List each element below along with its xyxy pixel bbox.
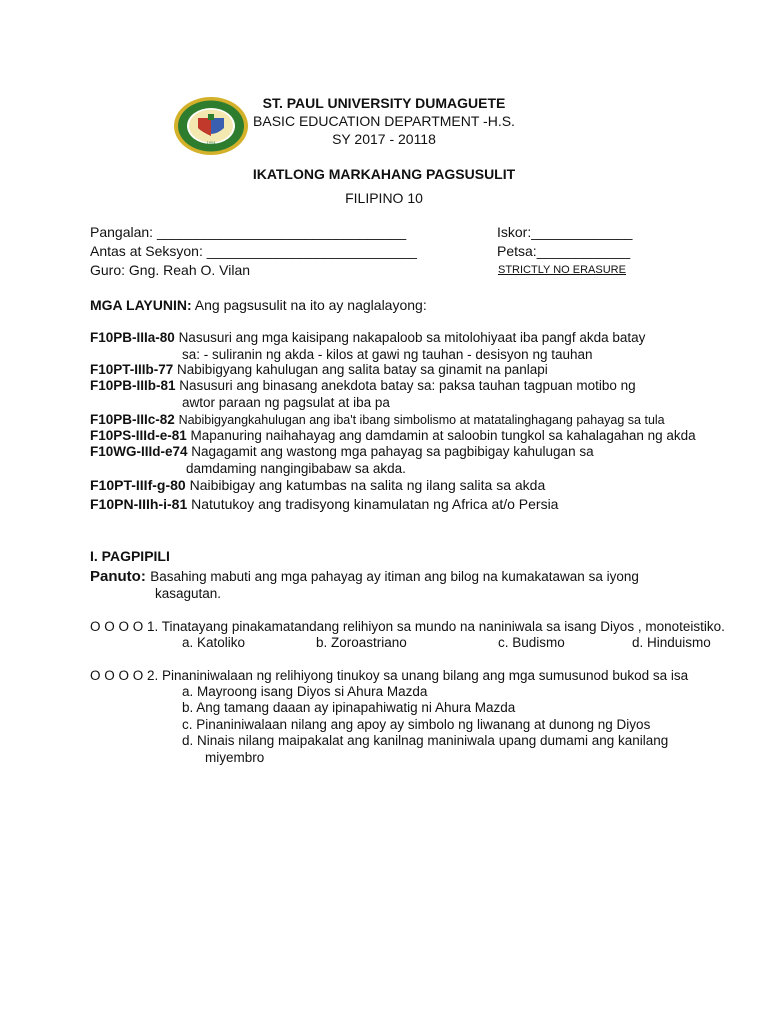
exam-title: IKATLONG MARKAHANG PAGSUSULIT xyxy=(252,166,516,182)
answer-option[interactable]: d. Ninais nilang maipakalat ang kanilnag maniniwala upang dumami ang kanilang xyxy=(182,733,669,748)
objective-text-cont: damdaming nangingibabaw sa akda. xyxy=(186,461,406,476)
directions-label: Panuto: xyxy=(90,568,146,585)
objective-text-cont: awtor paraan ng pagsulat at iba pa xyxy=(182,395,390,410)
department-name: BASIC EDUCATION DEPARTMENT -H.S. xyxy=(253,113,515,129)
school-name: ST. PAUL UNIVERSITY DUMAGUETE xyxy=(262,95,506,111)
date-field[interactable]: Petsa:____________ xyxy=(497,243,631,259)
objective-item xyxy=(90,496,558,512)
objectives-heading: MGA LAYUNIN: xyxy=(90,297,192,313)
directions-text: Basahing mabuti ang mga pahayag ay itiman ang bilog na kumakatawan sa iyong xyxy=(150,569,639,584)
svg-text:1904: 1904 xyxy=(206,140,216,145)
objective-text: Nagagamit ang wastong mga pahayag sa pagbibigay kahulugan sa xyxy=(191,444,594,459)
answer-option[interactable]: c. Budismo xyxy=(498,635,565,650)
school-year: SY 2017 - 20118 xyxy=(332,131,436,147)
section-field[interactable]: Antas at Seksyon: ___________________________ xyxy=(90,243,417,259)
objective-item xyxy=(90,477,545,493)
name-field[interactable]: Pangalan: ________________________________ xyxy=(90,224,407,240)
answer-option[interactable]: d. Hinduismo xyxy=(632,635,711,650)
question-stem[interactable]: O O O O 1. Tinatayang pinakamatandang relihiyon sa mundo na naniniwala sa isang Diyos , monoteistiko. xyxy=(90,619,725,634)
objectives-intro xyxy=(90,297,427,313)
objective-code: F10PT-IIIb-77 xyxy=(90,362,174,377)
objective-item xyxy=(90,412,665,427)
answer-option[interactable]: b. Zoroastriano xyxy=(316,635,407,650)
objective-item xyxy=(90,428,696,443)
objective-text: Nabibigyang kahulugan ang salita batay sa ginamit na panlapi xyxy=(177,362,548,377)
directions-text-cont: kasagutan. xyxy=(155,586,222,601)
objective-code: F10WG-IIId-e74 xyxy=(90,444,188,459)
objective-item xyxy=(90,362,548,377)
objective-code: F10PB-IIIc-82 xyxy=(90,412,175,427)
objective-text: Naibibigay ang katumbas na salita ng ilang salita sa akda xyxy=(189,477,546,493)
erasure-notice: STRICTLY NO ERASURE xyxy=(498,264,626,276)
answer-option[interactable]: a. Mayroong isang Diyos si Ahura Mazda xyxy=(182,684,428,699)
objective-code: F10PB-IIIb-81 xyxy=(90,378,176,393)
answer-option[interactable]: a. Katoliko xyxy=(182,635,246,650)
objective-text: Mapanuring naihahayag ang damdamin at saloobin tungkol sa kahalagahan ng akda xyxy=(190,428,696,443)
objective-code: F10PT-IIIf-g-80 xyxy=(90,477,186,493)
objective-code: F10PB-IIIa-80 xyxy=(90,330,175,345)
section-title: I. PAGPIPILI xyxy=(90,548,170,564)
objective-item xyxy=(90,330,645,345)
objective-item xyxy=(90,378,636,393)
score-field[interactable]: Iskor:_____________ xyxy=(497,224,633,240)
objective-item xyxy=(90,444,594,459)
objective-text: Nasusuri ang mga kaisipang nakapaloob sa mitolohiyaat iba pangf akda batay xyxy=(178,330,646,345)
objective-text: Nabibigyangkahulugan ang iba't ibang simbolismo at matatalinghagang pahayag sa tula xyxy=(178,413,665,427)
answer-option[interactable]: c. Pinaniniwalaan nilang ang apoy ay simbolo ng liwanang at dunong ng Diyos xyxy=(182,717,651,732)
objective-text: Nasusuri ang binasang anekdota batay sa: paksa tauhan tagpuan motibo ng xyxy=(179,378,636,393)
objective-text: Natutukoy ang tradisyong kinamulatan ng Africa at/o Persia xyxy=(191,496,559,512)
objectives-intro-text: Ang pagsusulit na ito ay naglalayong: xyxy=(194,297,427,313)
subject: FILIPINO 10 xyxy=(345,190,423,206)
teacher-line: Guro: Gng. Reah O. Vilan xyxy=(90,262,251,278)
answer-option-cont: miyembro xyxy=(205,750,265,765)
objective-text-cont: sa: - suliranin ng akda - kilos at gawi ng tauhan - desisyon ng tauhan xyxy=(182,347,593,362)
answer-option[interactable]: b. Ang tamang daaan ay ipinapahiwatig ni Ahura Mazda xyxy=(182,700,516,715)
objective-code: F10PN-IIIh-i-81 xyxy=(90,496,188,512)
directions xyxy=(90,568,639,586)
objective-code: F10PS-IIId-e-81 xyxy=(90,428,187,443)
question-stem[interactable]: O O O O 2. Pinaniniwalaan ng relihiyong tinukoy sa unang bilang ang mga sumusunod bukod sa isa xyxy=(90,668,689,683)
